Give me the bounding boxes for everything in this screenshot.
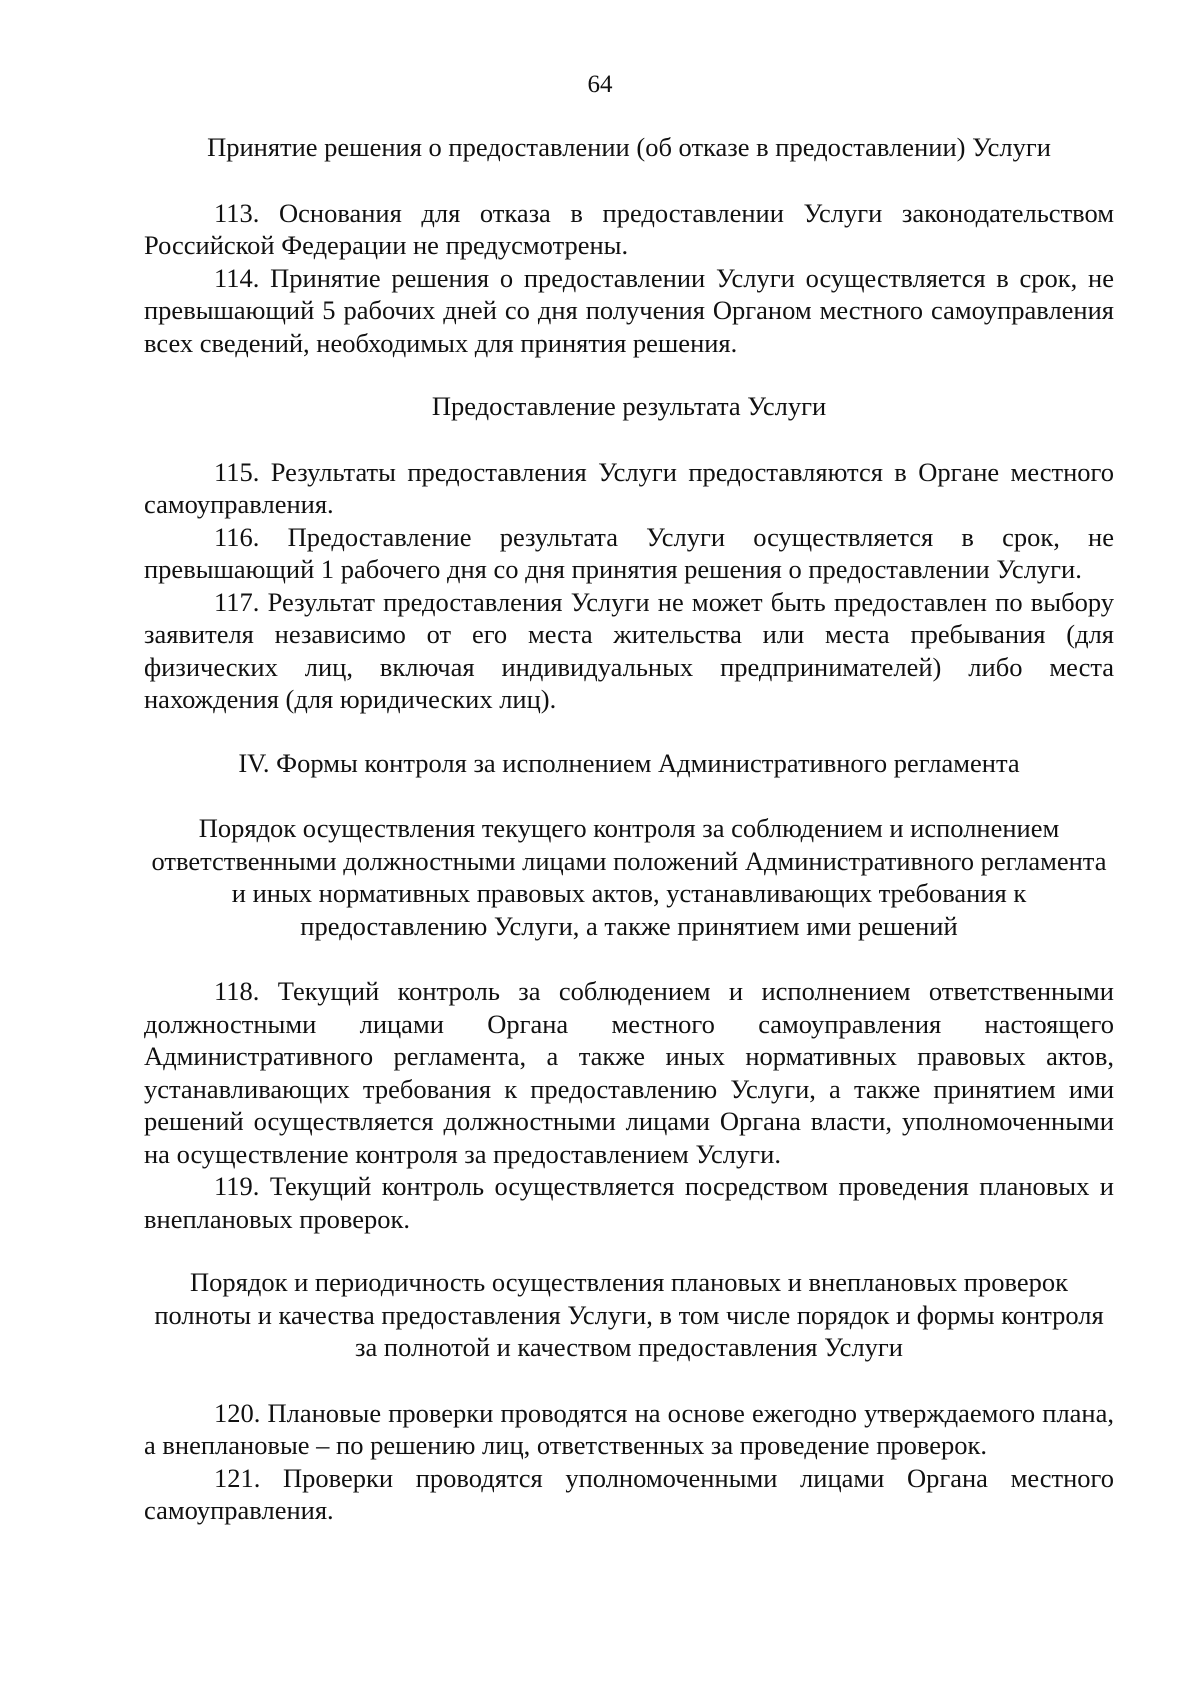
- section-heading-inspections: Порядок и периодичность осуществления плановых и внеплановых проверок полноты и качества предоставления Услуги, в том числе порядок и формы контроля за полнотой и качеством предоставления Услуги: [154, 1267, 1104, 1362]
- paragraph-116: 116. Предоставление результата Услуги осуществляется в срок, не превышающий 1 рабочего дня со дня принятия решения о предоставлении Услуги.: [144, 521, 1114, 584]
- paragraph-113: 113. Основания для отказа в предоставлении Услуги законодательством Российской Федерации не предусмотрены.: [144, 197, 1114, 260]
- page-number: 64: [587, 71, 613, 98]
- chapter-heading-iv: IV. Формы контроля за исполнением Административного регламента: [238, 747, 1020, 778]
- paragraph-117: 117. Результат предоставления Услуги не может быть предоставлен по выбору заявителя независимо от его места жительства или места пребывания (для физических лиц, включая индивидуальных предпринимателей) либо места нахождения (для юридических лиц).: [144, 586, 1114, 714]
- paragraph-119: 119. Текущий контроль осуществляется посредством проведения плановых и внеплановых проверок.: [144, 1171, 1114, 1234]
- document-body: [144, 131, 1114, 1527]
- paragraph-121: 121. Проверки проводятся уполномоченными лицами Органа местного самоуправления.: [144, 1462, 1114, 1525]
- section-heading-result: Предоставление результата Услуги: [431, 391, 827, 421]
- section-heading-current-control: Порядок осуществления текущего контроля за соблюдением и исполнением ответственными должностными лицами положений Административного регламента и иных нормативных правовых актов, устанавливающих требования к предоставлению Услуги, а также принятием ими решений: [151, 813, 1107, 941]
- section-heading-decision: Принятие решения о предоставлении (об отказе в предоставлении) Услуги: [207, 132, 1051, 162]
- paragraph-120: 120. Плановые проверки проводятся на основе ежегодно утверждаемого плана, а внеплановые – по решению лиц, ответственных за проведение проверок.: [144, 1397, 1114, 1460]
- paragraph-115: 115. Результаты предоставления Услуги предоставляются в Органе местного самоуправления.: [144, 456, 1114, 519]
- paragraph-114: 114. Принятие решения о предоставлении Услуги осуществляется в срок, не превышающий 5 рабочих дней со дня получения Органом местного самоуправления всех сведений, необходимых для принятия решения.: [144, 262, 1114, 358]
- paragraph-118: 118. Текущий контроль за соблюдением и исполнением ответственными должностными лицами Органа местного самоуправления настоящего Административного регламента, а также иных нормативных правовых актов, устанавливающих требования к предоставлению Услуги, а также принятием ими решений осуществляется должностными лицами Органа власти, уполномоченными на осуществление контроля за предоставлением Услуги.: [144, 976, 1114, 1169]
